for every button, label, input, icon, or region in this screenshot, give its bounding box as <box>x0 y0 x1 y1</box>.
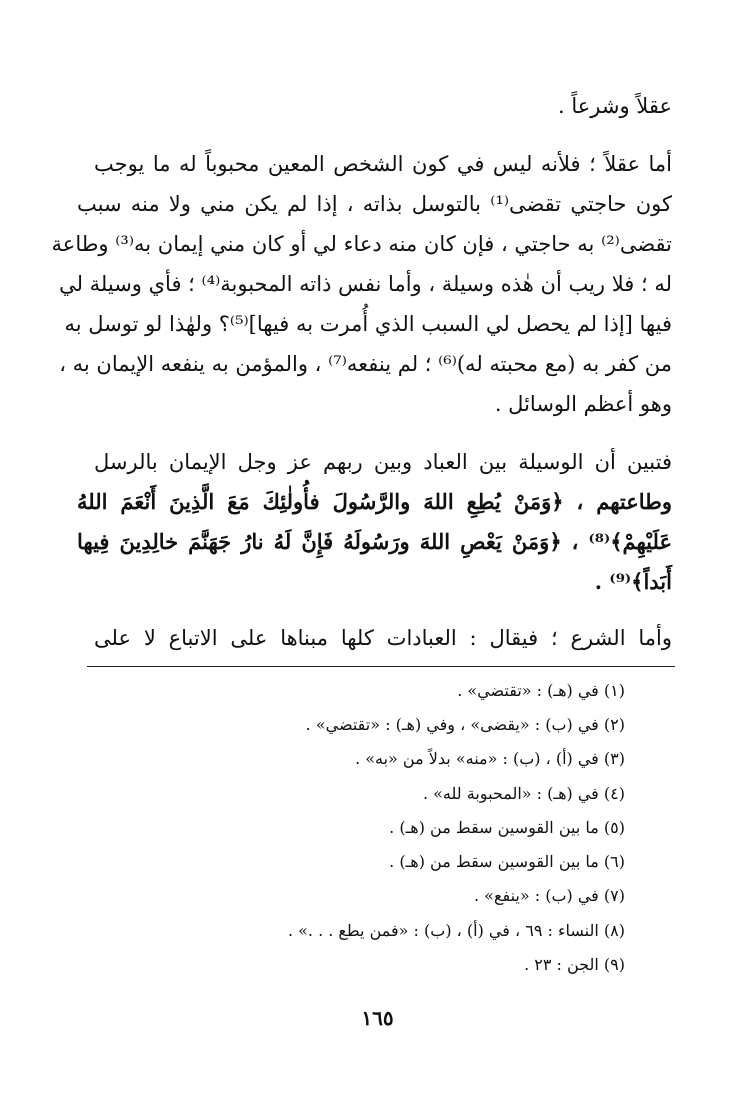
footnote-4: (٤) في (هـ) : «المحبوبة لله» . <box>422 784 625 803</box>
footnote-1: (١) في (هـ) : «تقتضي» . <box>457 681 625 700</box>
body-line-13: وأما الشرع ؛ فيقال : العبادات كلها مبناها على الاتباع لا على <box>94 626 672 650</box>
body-line-1: عقلاً وشرعاً . <box>558 94 672 118</box>
body-line-6: فيها [إذا لم يحصل لي السبب الذي أُمرت به فيها]⁽⁵⁾؟ ولهٰذا لو توسل به <box>64 312 672 336</box>
quran-verse-line-1: وطاعتهم ، ﴿وَمَنْ يُطِعِ اللهَ والرَّسُولَ فأُولٰئِكَ مَعَ الَّذِينَ أَنْعَمَ اللهُ <box>77 489 672 514</box>
footnote-separator <box>87 666 675 667</box>
footnote-9: (٩) الجن : ٢٣ . <box>524 955 625 974</box>
footnote-6: (٦) ما بين القوسين سقط من (هـ) . <box>389 852 625 871</box>
footnote-3: (٣) في (أ) ، (ب) : «منه» بدلاً من «به» . <box>355 749 625 768</box>
footnote-7: (٧) في (ب) : «ينفع» . <box>474 886 625 905</box>
body-line-9: فتبين أن الوسيلة بين العباد وبين ربهم عز وجل الإيمان بالرسل <box>94 450 672 474</box>
body-line-7: من كفر به (مع محبته له)⁽⁶⁾ ؛ لم ينفعه⁽⁷⁾ ، والمؤمن به ينفعه الإيمان به ، <box>59 352 672 376</box>
quran-verse-line-3: أَبَداً﴾⁽⁹⁾ . <box>594 569 672 594</box>
footnote-2: (٢) في (ب) : «يقضى» ، وفي (هـ) : «تقتضي» . <box>305 715 625 734</box>
quran-verse-line-2: عَلَيْهِمْ﴾⁽⁸⁾ ، ﴿وَمَنْ يَعْصِ اللهَ ورَسُولَهُ فَإِنَّ لَهُ نارُ جَهَنَّمَ خالِدِينَ فِيها <box>77 529 672 554</box>
body-line-4: تقضى⁽²⁾ به حاجتي ، فإن كان منه دعاء لي أو كان مني إيمان به⁽³⁾ وطاعة <box>51 232 672 256</box>
body-line-2: أما عقلاً ؛ فلأنه ليس في كون الشخص المعين محبوباً له ما يوجب <box>94 152 672 176</box>
body-line-5: له ؛ فلا ريب أن هٰذه وسيلة ، وأما نفس ذاته المحبوبة⁽⁴⁾ ؛ فأي وسيلة لي <box>59 272 672 296</box>
page-number: ١٦٥ <box>361 1006 394 1030</box>
body-line-8: وهو أعظم الوسائل . <box>494 392 672 416</box>
footnote-8: (٨) النساء : ٦٩ ، في (أ) ، (ب) : «فمن يطع . . .» . <box>287 921 625 940</box>
body-line-3: كون حاجتي تقضى⁽¹⁾ بالتوسل بذاته ، إذا لم يكن مني ولا منه سبب <box>77 192 672 216</box>
footnote-5: (٥) ما بين القوسين سقط من (هـ) . <box>389 818 625 837</box>
